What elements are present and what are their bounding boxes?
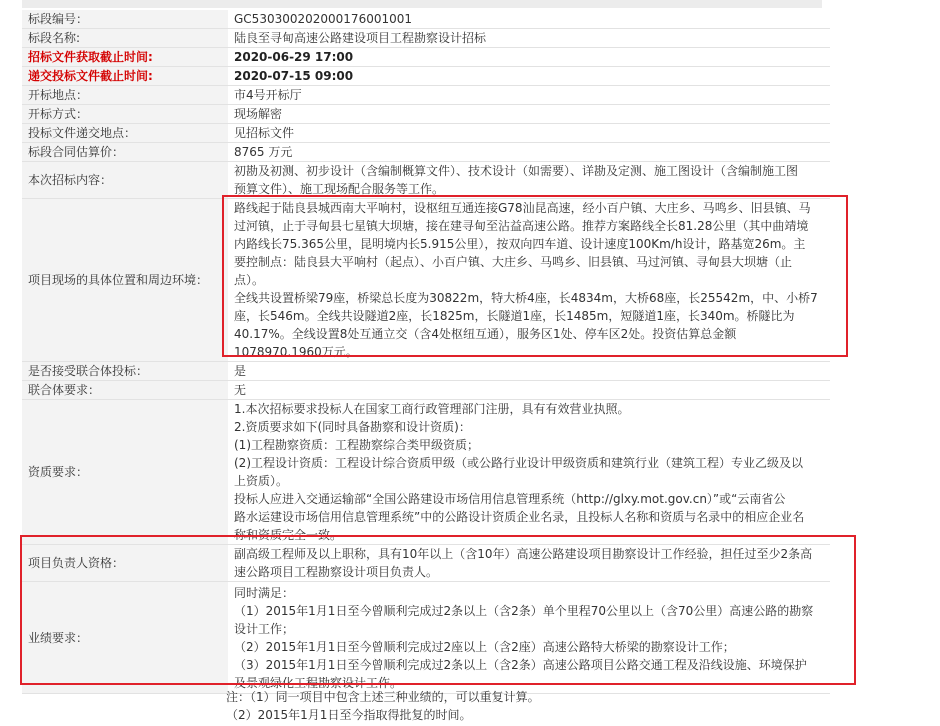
value-line: 40.17%。全线设置8处互通立交（含4处枢纽互通），服务区1处、停车区2处。投资估算总金额 xyxy=(234,327,737,341)
value-line: 市4号开标厅 xyxy=(234,88,302,102)
value-line: 1.本次招标要求投标人在国家工商行政管理部门注册，具有有效营业执照。 xyxy=(234,402,630,416)
row-value xyxy=(228,86,830,105)
value-line: 路线起于陆良县城西南大平响村，设枢纽互通连接G78汕昆高速，经小百户镇、大庄乡、马鸣乡、旧县镇、马 xyxy=(234,201,811,215)
value-line: 是 xyxy=(234,364,247,378)
value-line: 副高级工程师及以上职称，具有10年以上（含10年）高速公路建设项目勘察设计工作经验，担任过至少2条高 xyxy=(234,547,813,561)
row-label: 业绩要求： xyxy=(22,582,228,694)
value-line: （3）2015年1月1日至今曾顺利完成过2条以上（含2条）高速公路项目公路交通工程及沿线设施、环境保护 xyxy=(234,657,807,672)
info-row xyxy=(22,199,830,362)
value-line: 1078970.1960万元。 xyxy=(234,345,358,359)
row-value xyxy=(228,29,830,48)
value-line: 现场解密 xyxy=(234,107,283,121)
note-2: （2）2015年1月1日至今指取得批复的时间。 xyxy=(226,708,472,722)
tender-info-table xyxy=(22,10,830,694)
info-row xyxy=(22,400,830,545)
value-line: 初勘及初测、初步设计（含编制概算文件）、技术设计（如需要）、详勘及定测、施工图设计（含编制施工图 xyxy=(234,164,799,178)
row-label: 项目现场的具体位置和周边环境： xyxy=(22,199,228,362)
row-label: 标段名称: xyxy=(22,29,228,48)
row-label: 标段编号： xyxy=(22,10,228,29)
info-row xyxy=(22,124,830,143)
value-line: 速公路项目工程勘察设计项目负责人。 xyxy=(234,565,439,579)
value-line: 要控制点：陆良县大平响村（起点）、小百户镇、大庄乡、马鸣乡、旧县镇、马过河镇、寻甸县大坝塘（止 xyxy=(234,255,793,269)
row-value xyxy=(228,582,830,694)
row-label: 招标文件获取截止时间: xyxy=(22,48,228,67)
value-line: 陆良至寻甸高速公路建设项目工程勘察设计招标 xyxy=(234,31,487,45)
row-value xyxy=(228,545,830,582)
row-label: 标段合同估算价： xyxy=(22,143,228,162)
info-row xyxy=(22,162,830,199)
value-line: 设计工作； xyxy=(234,621,295,636)
value-line: 座，长546m。全线共设隧道2座，长1825m，长隧道1座，长1485m，短隧道1座，长340m。桥隧比为 xyxy=(234,309,795,323)
row-label: 投标文件递交地点： xyxy=(22,124,228,143)
info-row xyxy=(22,105,830,124)
info-row xyxy=(22,10,830,29)
row-value xyxy=(228,362,830,381)
value-line: 8765 万元 xyxy=(234,145,293,159)
info-row xyxy=(22,29,830,48)
row-label: 开标地点： xyxy=(22,86,228,105)
value-line: 路水运建设市场信用信息管理系统”中的公路设计资质企业名录，且投标人名称和资质与名录中的相应企业名 xyxy=(234,510,805,524)
value-line: 2.资质要求如下(同时具备勘察和设计资质)： xyxy=(234,420,471,434)
value-line: 预算文件）、施工现场配合服务等工作。 xyxy=(234,182,445,196)
row-value xyxy=(228,400,830,545)
value-line: （1）2015年1月1日至今曾顺利完成过2条以上（含2条）单个里程70公里以上（含70公里）高速公路的勘察 xyxy=(234,603,814,618)
value-line: 全线共设置桥梁79座，桥梁总长度为30822m，特大桥4座，长4834m，大桥68座，长25542m，中、小桥7 xyxy=(234,291,818,305)
row-value xyxy=(228,124,830,143)
row-value xyxy=(228,48,830,67)
row-label: 开标方式： xyxy=(22,105,228,124)
row-label: 联合体要求： xyxy=(22,381,228,400)
row-label: 递交投标文件截止时间: xyxy=(22,67,228,86)
info-row xyxy=(22,67,830,86)
value-line: （2）2015年1月1日至今曾顺利完成过2座以上（含2座）高速公路特大桥梁的勘察设计工作； xyxy=(234,639,735,654)
row-value xyxy=(228,162,830,199)
info-row xyxy=(22,381,830,400)
value-line: 同时满足： xyxy=(234,585,295,600)
row-value xyxy=(228,105,830,124)
value-line: 内路线长75.365公里，昆明境内长5.915公里），按双向四车道、设计速度100Km/h设计，路基宽26m。主 xyxy=(234,237,806,251)
row-value xyxy=(228,143,830,162)
value-line: 见招标文件 xyxy=(234,126,295,140)
value-line: 及景观绿化工程勘察设计工作。 xyxy=(234,675,403,690)
row-value xyxy=(228,381,830,400)
value-line: 2020-06-29 17:00 xyxy=(234,50,354,64)
row-value xyxy=(228,199,830,362)
info-row xyxy=(22,143,830,162)
value-line: 2020-07-15 09:00 xyxy=(234,69,354,83)
value-line: (2)工程设计资质：工程设计综合资质甲级（或公路行业设计甲级资质和建筑行业（建筑工程）专业乙级及以 xyxy=(234,456,804,470)
value-line: 投标人应进入交通运输部“全国公路建设市场信用信息管理系统（http://glxy.mot.gov.cn）”或“云南省公 xyxy=(234,492,786,506)
value-line: GC530300202000176001001 xyxy=(234,12,413,26)
info-row xyxy=(22,362,830,381)
row-label: 本次招标内容： xyxy=(22,162,228,199)
info-row xyxy=(22,48,830,67)
value-line: 称和资质完全一致。 xyxy=(234,528,343,542)
value-line: 无 xyxy=(234,383,247,397)
info-row xyxy=(22,582,830,694)
value-line: 点）。 xyxy=(234,273,265,287)
row-label: 是否接受联合体投标： xyxy=(22,362,228,381)
value-line: 上资质）。 xyxy=(234,474,289,488)
row-label: 项目负责人资格： xyxy=(22,545,228,582)
row-label: 资质要求： xyxy=(22,400,228,545)
value-line: (1)工程勘察资质：工程勘察综合类甲级资质； xyxy=(234,438,479,452)
info-row xyxy=(22,545,830,582)
info-row xyxy=(22,86,830,105)
row-value xyxy=(228,67,830,86)
note-1: 注：（1）同一项目中包含上述三种业绩的，可以重复计算。 xyxy=(226,690,540,704)
value-line: 过河镇，止于寻甸县七星镇大坝塘，接在建寻甸至沾益高速公路。推荐方案路线全长81.28公里（其中曲靖境 xyxy=(234,219,809,233)
row-value xyxy=(228,10,830,29)
top-bar xyxy=(22,0,822,8)
